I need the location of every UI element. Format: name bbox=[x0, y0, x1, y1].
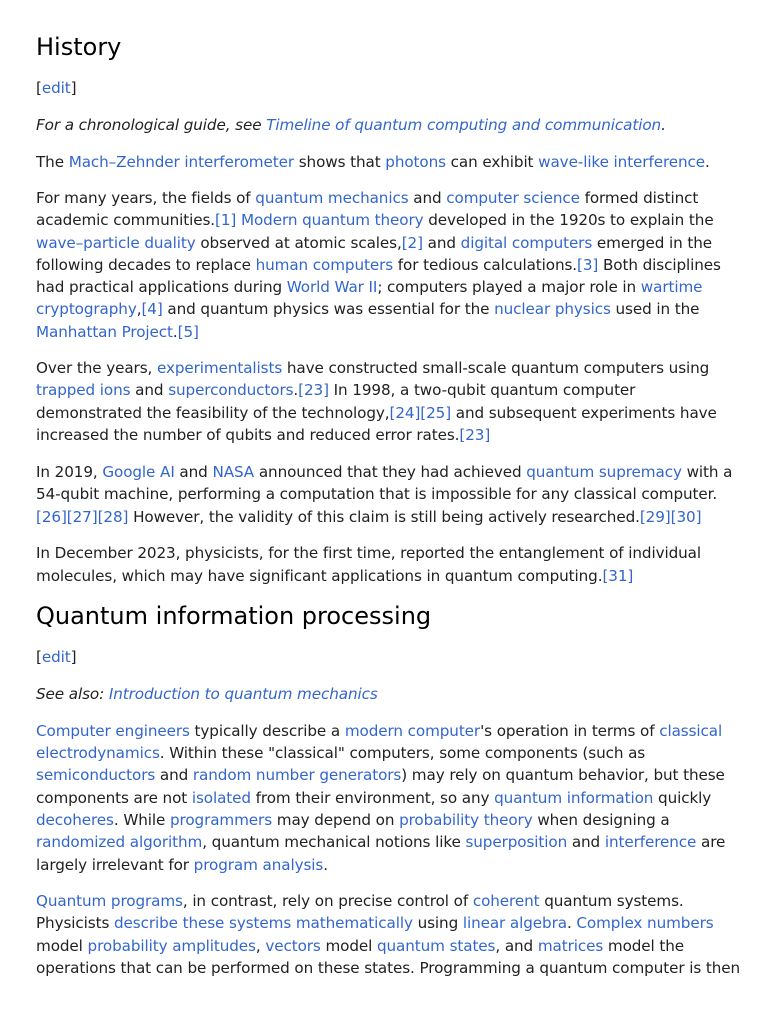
paragraph-line bbox=[36, 683, 378, 705]
link-vectors[interactable]: vectors bbox=[265, 937, 321, 955]
text-span: , quantum mechanical notions like bbox=[202, 833, 466, 851]
text-span: when designing a bbox=[532, 811, 670, 829]
text-span: announced that they had achieved bbox=[254, 463, 527, 481]
paragraph-line bbox=[36, 854, 328, 876]
link-world-war-ii[interactable]: World War II bbox=[286, 278, 378, 296]
paragraph-line bbox=[36, 912, 714, 934]
text-span: from their environment, so any bbox=[250, 789, 495, 807]
text-span: used in the bbox=[610, 300, 700, 318]
text-span: have constructed small-scale quantum computers using bbox=[282, 359, 710, 377]
text-span: observed at atomic scales, bbox=[195, 234, 402, 252]
text-span: quantum systems. bbox=[539, 892, 684, 910]
text-span: and bbox=[408, 189, 447, 207]
text-span: academic communities. bbox=[36, 211, 216, 229]
citation-link[interactable]: [5] bbox=[177, 323, 199, 341]
text-span: typically describe a bbox=[189, 722, 345, 740]
text-span: for tedious calculations. bbox=[393, 256, 578, 274]
text-span: ] bbox=[70, 648, 77, 666]
link-quantum-mechanics[interactable]: quantum mechanics bbox=[255, 189, 409, 207]
text-span: , and bbox=[495, 937, 538, 955]
link-matrices[interactable]: matrices bbox=[537, 937, 604, 955]
text-span: and bbox=[155, 766, 193, 784]
text-span: shows that bbox=[294, 153, 386, 171]
link-linear-algebra[interactable]: linear algebra bbox=[462, 914, 567, 932]
link-quantum-supremacy[interactable]: quantum supremacy bbox=[526, 463, 682, 481]
paragraph-line bbox=[36, 187, 698, 209]
link-superposition[interactable]: superposition bbox=[465, 833, 568, 851]
citation-link[interactable]: [4] bbox=[141, 300, 163, 318]
link-wave-like-interference[interactable]: wave-like interference bbox=[538, 153, 706, 171]
paragraph-line bbox=[36, 402, 717, 424]
link-google-ai[interactable]: Google AI bbox=[102, 463, 175, 481]
link-nuclear-physics[interactable]: nuclear physics bbox=[494, 300, 611, 318]
link-computer-engineers[interactable]: Computer engineers bbox=[36, 722, 190, 740]
text-span: The bbox=[36, 153, 69, 171]
paragraph-line bbox=[36, 506, 701, 528]
link-isolated[interactable]: isolated bbox=[191, 789, 251, 807]
paragraph-line bbox=[36, 254, 721, 276]
paragraph-line bbox=[36, 298, 699, 320]
link-probability-theory[interactable]: probability theory bbox=[399, 811, 533, 829]
link-modern-quantum-theory[interactable]: Modern quantum theory bbox=[240, 211, 424, 229]
paragraph-line bbox=[36, 276, 702, 298]
citation-link[interactable]: [25] bbox=[420, 404, 452, 422]
text-span: can exhibit bbox=[445, 153, 539, 171]
link-complex-numbers[interactable]: Complex numbers bbox=[576, 914, 714, 932]
text-span: and subsequent experiments have bbox=[451, 404, 717, 422]
link-introduction-to-quantum-mechanics[interactable]: Introduction to quantum mechanics bbox=[108, 685, 378, 703]
link-cryptography[interactable]: cryptography bbox=[36, 300, 137, 318]
text-span: increased the number of qubits and reduced error rates. bbox=[36, 426, 460, 444]
paragraph-line bbox=[36, 890, 684, 912]
text-span: In 2019, bbox=[36, 463, 103, 481]
citation-link[interactable]: [28] bbox=[97, 508, 129, 526]
section-heading-quantum-information-processing: Quantum information processing bbox=[36, 602, 432, 630]
link-quantum-information[interactable]: quantum information bbox=[494, 789, 654, 807]
paragraph-line bbox=[36, 209, 714, 231]
link-classical[interactable]: classical bbox=[659, 722, 723, 740]
link-quantum-states[interactable]: quantum states bbox=[376, 937, 496, 955]
link-manhattan-project[interactable]: Manhattan Project bbox=[36, 323, 173, 341]
text-span: [ bbox=[36, 79, 42, 97]
text-span: following decades to replace bbox=[36, 256, 256, 274]
text-span: molecules, which may have significant applications in quantum computing. bbox=[36, 567, 603, 585]
paragraph-line bbox=[36, 232, 712, 254]
text-span: ] bbox=[70, 79, 77, 97]
link-human-computers[interactable]: human computers bbox=[255, 256, 394, 274]
text-span: Physicists bbox=[36, 914, 114, 932]
text-span: 54-qubit machine, performing a computation that is impossible for any classical computer. bbox=[36, 485, 718, 503]
citation-link[interactable]: [27] bbox=[66, 508, 98, 526]
text-span: For many years, the fields of bbox=[36, 189, 256, 207]
paragraph-line bbox=[36, 483, 717, 505]
paragraph-line bbox=[36, 357, 709, 379]
text-span: and bbox=[567, 833, 605, 851]
link-mach-zehnder-interferometer[interactable]: Mach–Zehnder interferometer bbox=[68, 153, 294, 171]
paragraph-line bbox=[36, 114, 666, 136]
text-span: formed distinct bbox=[579, 189, 699, 207]
text-span: . bbox=[566, 914, 577, 932]
text-span: [ bbox=[36, 648, 42, 666]
text-span: model bbox=[320, 937, 377, 955]
paragraph-line bbox=[36, 809, 670, 831]
text-span: had practical applications during bbox=[36, 278, 287, 296]
paragraph-line bbox=[36, 720, 722, 742]
link-semiconductors[interactable]: semiconductors bbox=[36, 766, 156, 784]
citation-link[interactable]: [30] bbox=[670, 508, 702, 526]
text-span: 's operation in terms of bbox=[480, 722, 660, 740]
citation-link[interactable]: [23] bbox=[298, 381, 329, 399]
text-span: components are not bbox=[36, 789, 192, 807]
link-superconductors[interactable]: superconductors bbox=[168, 381, 294, 399]
citation-link[interactable]: [31] bbox=[602, 567, 634, 585]
citation-link[interactable]: [26] bbox=[36, 508, 67, 526]
text-span: model the bbox=[603, 937, 685, 955]
paragraph-line bbox=[36, 424, 490, 446]
text-span: Over the years, bbox=[36, 359, 157, 377]
link-wave-particle-duality[interactable]: wave–particle duality bbox=[36, 234, 196, 252]
text-span: . Within these "classical" computers, some components (such as bbox=[159, 744, 646, 762]
text-span: quickly bbox=[653, 789, 712, 807]
link-interference[interactable]: interference bbox=[604, 833, 697, 851]
link-computer-science[interactable]: computer science bbox=[446, 189, 580, 207]
paragraph-line bbox=[36, 935, 684, 957]
text-span: . bbox=[705, 153, 710, 171]
citation-link[interactable]: [29] bbox=[639, 508, 671, 526]
citation-link[interactable]: [3] bbox=[577, 256, 599, 274]
citation-link[interactable]: [1] bbox=[215, 211, 237, 229]
link-timeline-of-quantum-computing-and-communication[interactable]: Timeline of quantum computing and communication bbox=[266, 116, 662, 134]
text-span: , bbox=[255, 937, 266, 955]
link-quantum-programs[interactable]: Quantum programs bbox=[36, 892, 183, 910]
link-coherent[interactable]: coherent bbox=[472, 892, 540, 910]
text-span: ; computers played a major role in bbox=[377, 278, 641, 296]
text-span: with a bbox=[681, 463, 733, 481]
link-modern-computer[interactable]: modern computer bbox=[344, 722, 481, 740]
text-span: using bbox=[412, 914, 463, 932]
paragraph-line bbox=[36, 764, 725, 786]
paragraph-line bbox=[36, 321, 199, 343]
link-digital-computers[interactable]: digital computers bbox=[460, 234, 593, 252]
paragraph-line bbox=[36, 831, 725, 853]
text-span: . bbox=[293, 381, 299, 399]
text-span: . bbox=[323, 856, 328, 874]
text-span: , in contrast, rely on precise control of bbox=[182, 892, 473, 910]
section-heading-history: History bbox=[36, 33, 122, 61]
paragraph-line bbox=[36, 542, 701, 564]
link-random-number-generators[interactable]: random number generators bbox=[192, 766, 402, 784]
link-photons[interactable]: photons bbox=[385, 153, 446, 171]
text-span: , bbox=[136, 300, 142, 318]
link-experimentalists[interactable]: experimentalists bbox=[156, 359, 283, 377]
text-span: See also: bbox=[36, 685, 109, 703]
link-probability-amplitudes[interactable]: probability amplitudes bbox=[87, 937, 256, 955]
text-span: model bbox=[36, 937, 88, 955]
link-nasa[interactable]: NASA bbox=[212, 463, 255, 481]
text-span: are bbox=[696, 833, 726, 851]
edit-link-row bbox=[36, 77, 76, 99]
text-span: For a chronological guide, see bbox=[36, 116, 267, 134]
text-span: In December 2023, physicists, for the first time, reported the entanglement of individual bbox=[36, 544, 701, 562]
text-span: and bbox=[174, 463, 213, 481]
text-span: largely irrelevant for bbox=[36, 856, 194, 874]
link-randomized-algorithm[interactable]: randomized algorithm bbox=[36, 833, 203, 851]
link-programmers[interactable]: programmers bbox=[169, 811, 273, 829]
text-span: demonstrated the feasibility of the technology, bbox=[36, 404, 390, 422]
text-span: may depend on bbox=[272, 811, 400, 829]
paragraph-line bbox=[36, 151, 710, 173]
link-electrodynamics[interactable]: electrodynamics bbox=[36, 744, 160, 762]
paragraph-line bbox=[36, 565, 633, 587]
text-span: However, the validity of this claim is still being actively researched. bbox=[128, 508, 640, 526]
text-span: . bbox=[172, 323, 178, 341]
edit-link[interactable]: edit bbox=[41, 648, 71, 666]
text-span: operations that can be performed on these states. Programming a quantum computer is then bbox=[36, 959, 741, 977]
text-span: ) may rely on quantum behavior, but these bbox=[401, 766, 725, 784]
paragraph-line bbox=[36, 787, 711, 809]
paragraph-line bbox=[36, 461, 732, 483]
text-span: Both disciplines bbox=[598, 256, 721, 274]
edit-link-row bbox=[36, 646, 76, 668]
paragraph-line bbox=[36, 957, 740, 979]
text-span: and bbox=[130, 381, 169, 399]
text-span: . While bbox=[113, 811, 170, 829]
paragraph-line bbox=[36, 742, 645, 764]
text-span: In 1998, a two-qubit quantum computer bbox=[328, 381, 636, 399]
paragraph-line bbox=[36, 379, 635, 401]
link-describe-these-systems-mathematically[interactable]: describe these systems mathematically bbox=[113, 914, 413, 932]
link-wartime[interactable]: wartime bbox=[640, 278, 703, 296]
text-span: and quantum physics was essential for the bbox=[162, 300, 495, 318]
edit-link[interactable]: edit bbox=[41, 79, 71, 97]
text-span: emerged in the bbox=[592, 234, 712, 252]
text-span: developed in the 1920s to explain the bbox=[423, 211, 714, 229]
citation-link[interactable]: [2] bbox=[401, 234, 423, 252]
link-program-analysis[interactable]: program analysis bbox=[193, 856, 324, 874]
text-span: . bbox=[661, 116, 666, 134]
text-span: and bbox=[422, 234, 461, 252]
citation-link[interactable]: [24] bbox=[389, 404, 421, 422]
link-decoheres[interactable]: decoheres bbox=[36, 811, 114, 829]
link-trapped-ions[interactable]: trapped ions bbox=[36, 381, 131, 399]
citation-link[interactable]: [23] bbox=[459, 426, 491, 444]
